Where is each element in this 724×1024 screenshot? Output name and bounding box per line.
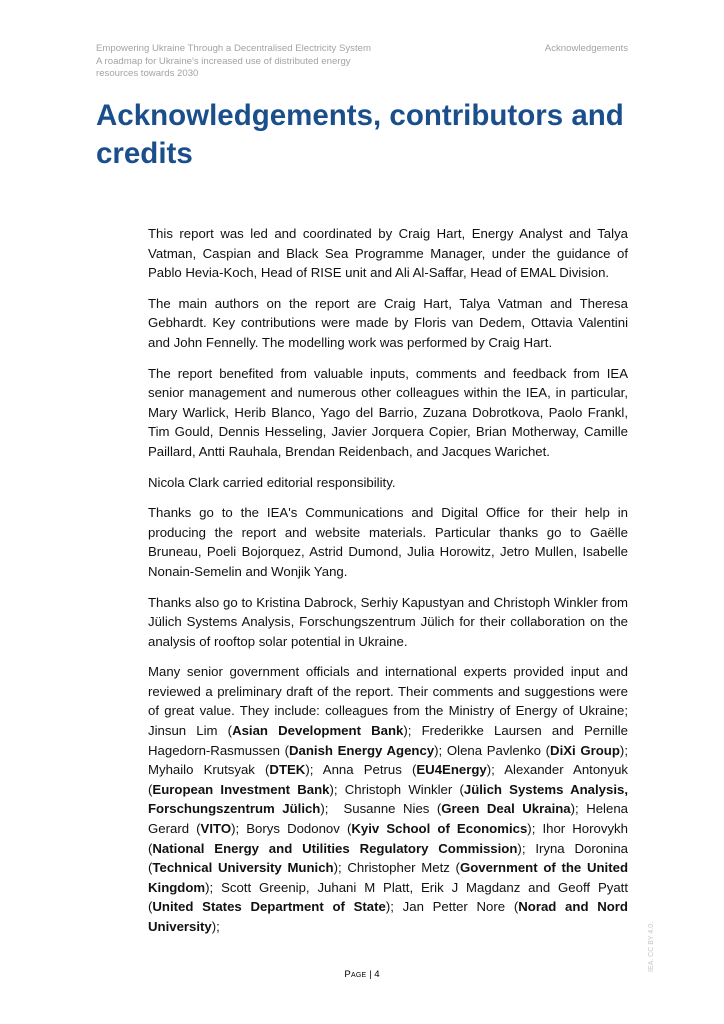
page-footer <box>0 969 724 980</box>
organization-name: Government of the United Kingdom <box>148 860 628 895</box>
reviewer-text: ); Jan Petter Nore ( <box>385 899 519 915</box>
reviewer-text: ); Borys Dodonov ( <box>231 821 352 837</box>
reviewer-text: ); <box>211 919 220 934</box>
reviewer-text: ); Myhailo Krutsyak ( <box>148 742 628 778</box>
paragraph-julich: Thanks also go to Kristina Dabrock, Serhiy Kapustyan and Christoph Winkler from Jülich Systems Analysis, Forschungszentrum Jülich for their collaboration on the analysis of rooftop solar potential in Ukraine. <box>148 594 628 649</box>
paragraph-editorial: Nicola Clark carried editorial responsibility. <box>148 474 396 490</box>
organization-name: Green Deal Ukraina <box>441 801 571 817</box>
reviewer-text: ); Christopher Metz ( <box>333 860 460 876</box>
organization-name: VITO <box>200 821 232 837</box>
organization-name: National Energy and Utilities Regulatory Commission <box>152 840 518 856</box>
paragraph-iea-colleagues: The report benefited from valuable inputs, comments and feedback from IEA senior management and numerous other colleagues within the IEA, in particular, Mary Warlick, Herib Blanco, Yago del Barrio, Zuzana Dobrotkova, Paolo Frankl, Tim Gould, Dennis Hesseling, Javier Jorquera Copier, Brian Motherway, Camille Paillard, Antti Rauhala, Brendan Reidenbach, and Jacques Warichet. <box>148 365 628 459</box>
organization-name: Kyiv School of Economics <box>351 821 528 837</box>
header-title-line-1: Empowering Ukraine Through a Decentralised Electricity System <box>96 43 371 54</box>
page-number: 4 <box>374 969 380 980</box>
reviewer-text: ); Susanne Nies ( <box>320 801 442 817</box>
organization-name: DiXi Group <box>550 742 620 758</box>
running-header-section: Acknowledgements <box>544 43 628 54</box>
reviewer-text: ); Olena Pavlenko ( <box>434 742 551 758</box>
reviewer-text: ); Ihor Horovykh ( <box>148 821 628 856</box>
body-text <box>148 224 628 948</box>
reviewer-text: ); Alexander Antonyuk ( <box>148 762 629 797</box>
organization-name: EU4Energy <box>416 762 487 778</box>
reviewer-text: ); Christoph Winkler ( <box>329 781 464 797</box>
reviewer-text: ); Scott Greenip, Juhani M Platt, Erik J Magdanz and Geoff Pyatt ( <box>148 879 628 915</box>
page-label: Page <box>344 969 367 980</box>
header-title-line-3: resources towards 2030 <box>96 68 199 79</box>
organization-name: United States Department of State <box>152 899 386 915</box>
paragraph-communications: Thanks go to the IEA's Communications and Digital Office for their help in producing the report and website materials. Particular thanks go to Gaëlle Bruneau, Poeli Bojorquez, Astrid Dumond, Julia Horowitz, Jetro Mullen, Isabelle Nonain-Semelin and Wonjik Yang. <box>148 505 628 579</box>
paragraph-reviewers <box>148 662 628 936</box>
page-title: Acknowledgements, contributors and credits <box>96 99 624 170</box>
header-title-line-2: A roadmap for Ukraine's increased use of distributed energy <box>96 55 351 67</box>
license-notice: IEA. CC BY 4.0. <box>648 921 655 972</box>
organization-name: Norad and Nord University <box>148 899 628 934</box>
running-header-document-title <box>96 43 396 81</box>
organization-name: Technical University Munich <box>152 860 334 876</box>
reviewer-text: ); Iryna Doronina ( <box>148 840 628 876</box>
organization-name: DTEK <box>269 762 306 778</box>
paragraph-authors: The main authors on the report are Craig Hart, Talya Vatman and Theresa Gebhardt. Key contributions were made by Floris van Dedem, Ottavia Valentini and John Fennelly. The modelling work was performed by Craig Hart. <box>148 295 628 350</box>
reviewer-text: ); Frederikke Laursen and Pernille Hagedorn-Rasmussen ( <box>148 723 628 758</box>
organization-name: Danish Energy Agency <box>289 742 435 758</box>
reviewer-text: Many senior government officials and international experts provided input and reviewed a preliminary draft of the report. Their comments and suggestions were of great value. They include: colleagues from the Ministry of Energy of Ukraine; Jinsun Lim ( <box>148 664 628 739</box>
organization-name: Asian Development Bank <box>232 723 404 739</box>
organization-name: European Investment Bank <box>152 781 330 797</box>
reviewer-text: ); Anna Petrus ( <box>305 762 417 778</box>
organization-name: Jülich Systems Analysis, Forschungszentrum Jülich <box>148 781 629 817</box>
page-separator: | <box>366 969 375 980</box>
reviewer-text: ); Helena Gerard ( <box>148 801 628 837</box>
paragraph-leadership: This report was led and coordinated by Craig Hart, Energy Analyst and Talya Vatman, Caspian and Black Sea Programme Manager, under the guidance of Pablo Hevia-Koch, Head of RISE unit and Ali Al-Saffar, Head of EMAL Division. <box>148 226 628 281</box>
